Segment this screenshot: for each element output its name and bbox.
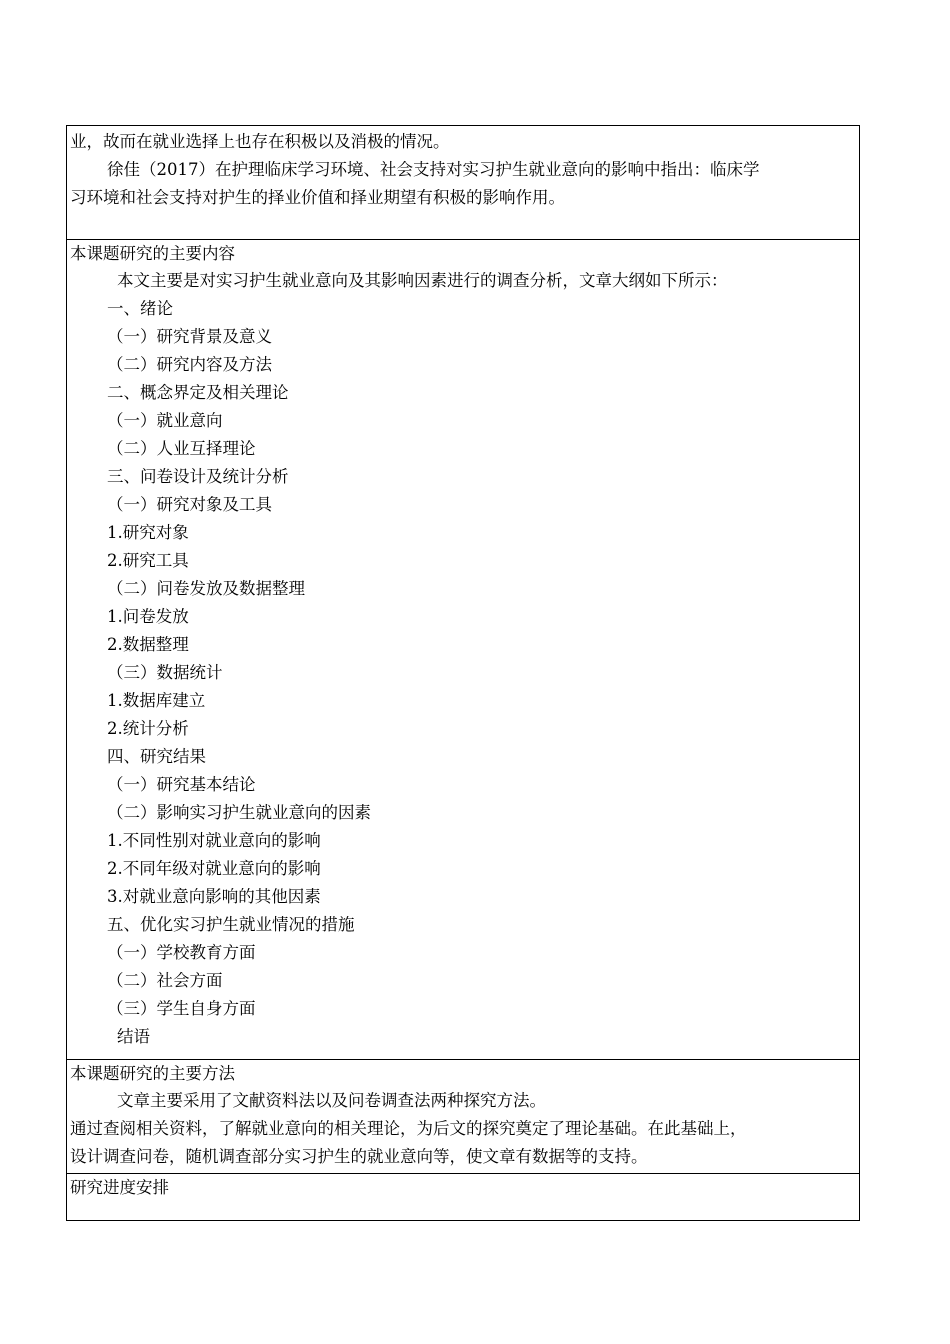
- text-line: 习环境和社会支持对护生的择业价值和择业期望有积极的影响作用。: [70, 188, 565, 207]
- outline-item: 三、问卷设计及统计分析: [107, 467, 289, 486]
- methods-cell: [67, 1060, 859, 1174]
- outline-item: （一）研究基本结论: [107, 775, 256, 794]
- outline-item: 五、优化实习护生就业情况的措施: [107, 915, 355, 934]
- section-heading: 本课题研究的主要方法: [70, 1064, 235, 1083]
- outline-item: 2.研究工具: [107, 551, 189, 570]
- previous-section-cell: [67, 126, 859, 240]
- outline-item: 3.对就业意向影响的其他因素: [107, 887, 321, 906]
- text-line: 通过查阅相关资料，了解就业意向的相关理论，为后文的探究奠定了理论基础。在此基础上，: [70, 1119, 747, 1138]
- outline-item: 1.问卷发放: [107, 607, 189, 626]
- outline-item: （二）问卷发放及数据整理: [107, 579, 305, 598]
- outline-list: [70, 295, 856, 1023]
- outline-item: （一）研究对象及工具: [107, 495, 272, 514]
- outline-item: （一）学校教育方面: [107, 943, 256, 962]
- outline-item: 二、概念界定及相关理论: [107, 383, 289, 402]
- outline-item: 1.数据库建立: [107, 691, 206, 710]
- proposal-table: [66, 125, 860, 1221]
- outline-item: （二）研究内容及方法: [107, 355, 272, 374]
- text-line: 业，故而在就业选择上也存在积极以及消极的情况。: [70, 132, 450, 151]
- outline-item: 2.统计分析: [107, 719, 189, 738]
- main-content-cell: [67, 240, 859, 1060]
- intro-text: 本文主要是对实习护生就业意向及其影响因素进行的调查分析，文章大纲如下所示：: [117, 271, 728, 290]
- outline-item: （三）学生自身方面: [107, 999, 256, 1018]
- outline-item: （一）研究背景及意义: [107, 327, 272, 346]
- outline-item: 四、研究结果: [107, 747, 206, 766]
- text-line: 设计调查问卷，随机调查部分实习护生的就业意向等，使文章有数据等的支持。: [70, 1147, 648, 1166]
- intro-text: 文章主要采用了文献资料法以及问卷调查法两种探究方法。: [117, 1091, 546, 1110]
- outline-item: 2.数据整理: [107, 635, 189, 654]
- text-line: 徐佳（2017）在护理临床学习环境、社会支持对实习护生就业意向的影响中指出：临床学: [107, 160, 760, 179]
- outline-item: （一）就业意向: [107, 411, 223, 430]
- outline-item: （二）社会方面: [107, 971, 223, 990]
- outline-closing: 结语: [117, 1027, 150, 1046]
- outline-item: 2.不同年级对就业意向的影响: [107, 859, 321, 878]
- section-heading: 本课题研究的主要内容: [70, 244, 235, 263]
- outline-item: （二）影响实习护生就业意向的因素: [107, 803, 371, 822]
- outline-item: （三）数据统计: [107, 663, 223, 682]
- progress-cell: [67, 1174, 859, 1220]
- outline-item: 1.不同性别对就业意向的影响: [107, 831, 321, 850]
- outline-item: 一、绪论: [107, 299, 173, 318]
- outline-item: （二）人业互择理论: [107, 439, 256, 458]
- section-heading: 研究进度安排: [70, 1178, 169, 1197]
- outline-item: 1.研究对象: [107, 523, 189, 542]
